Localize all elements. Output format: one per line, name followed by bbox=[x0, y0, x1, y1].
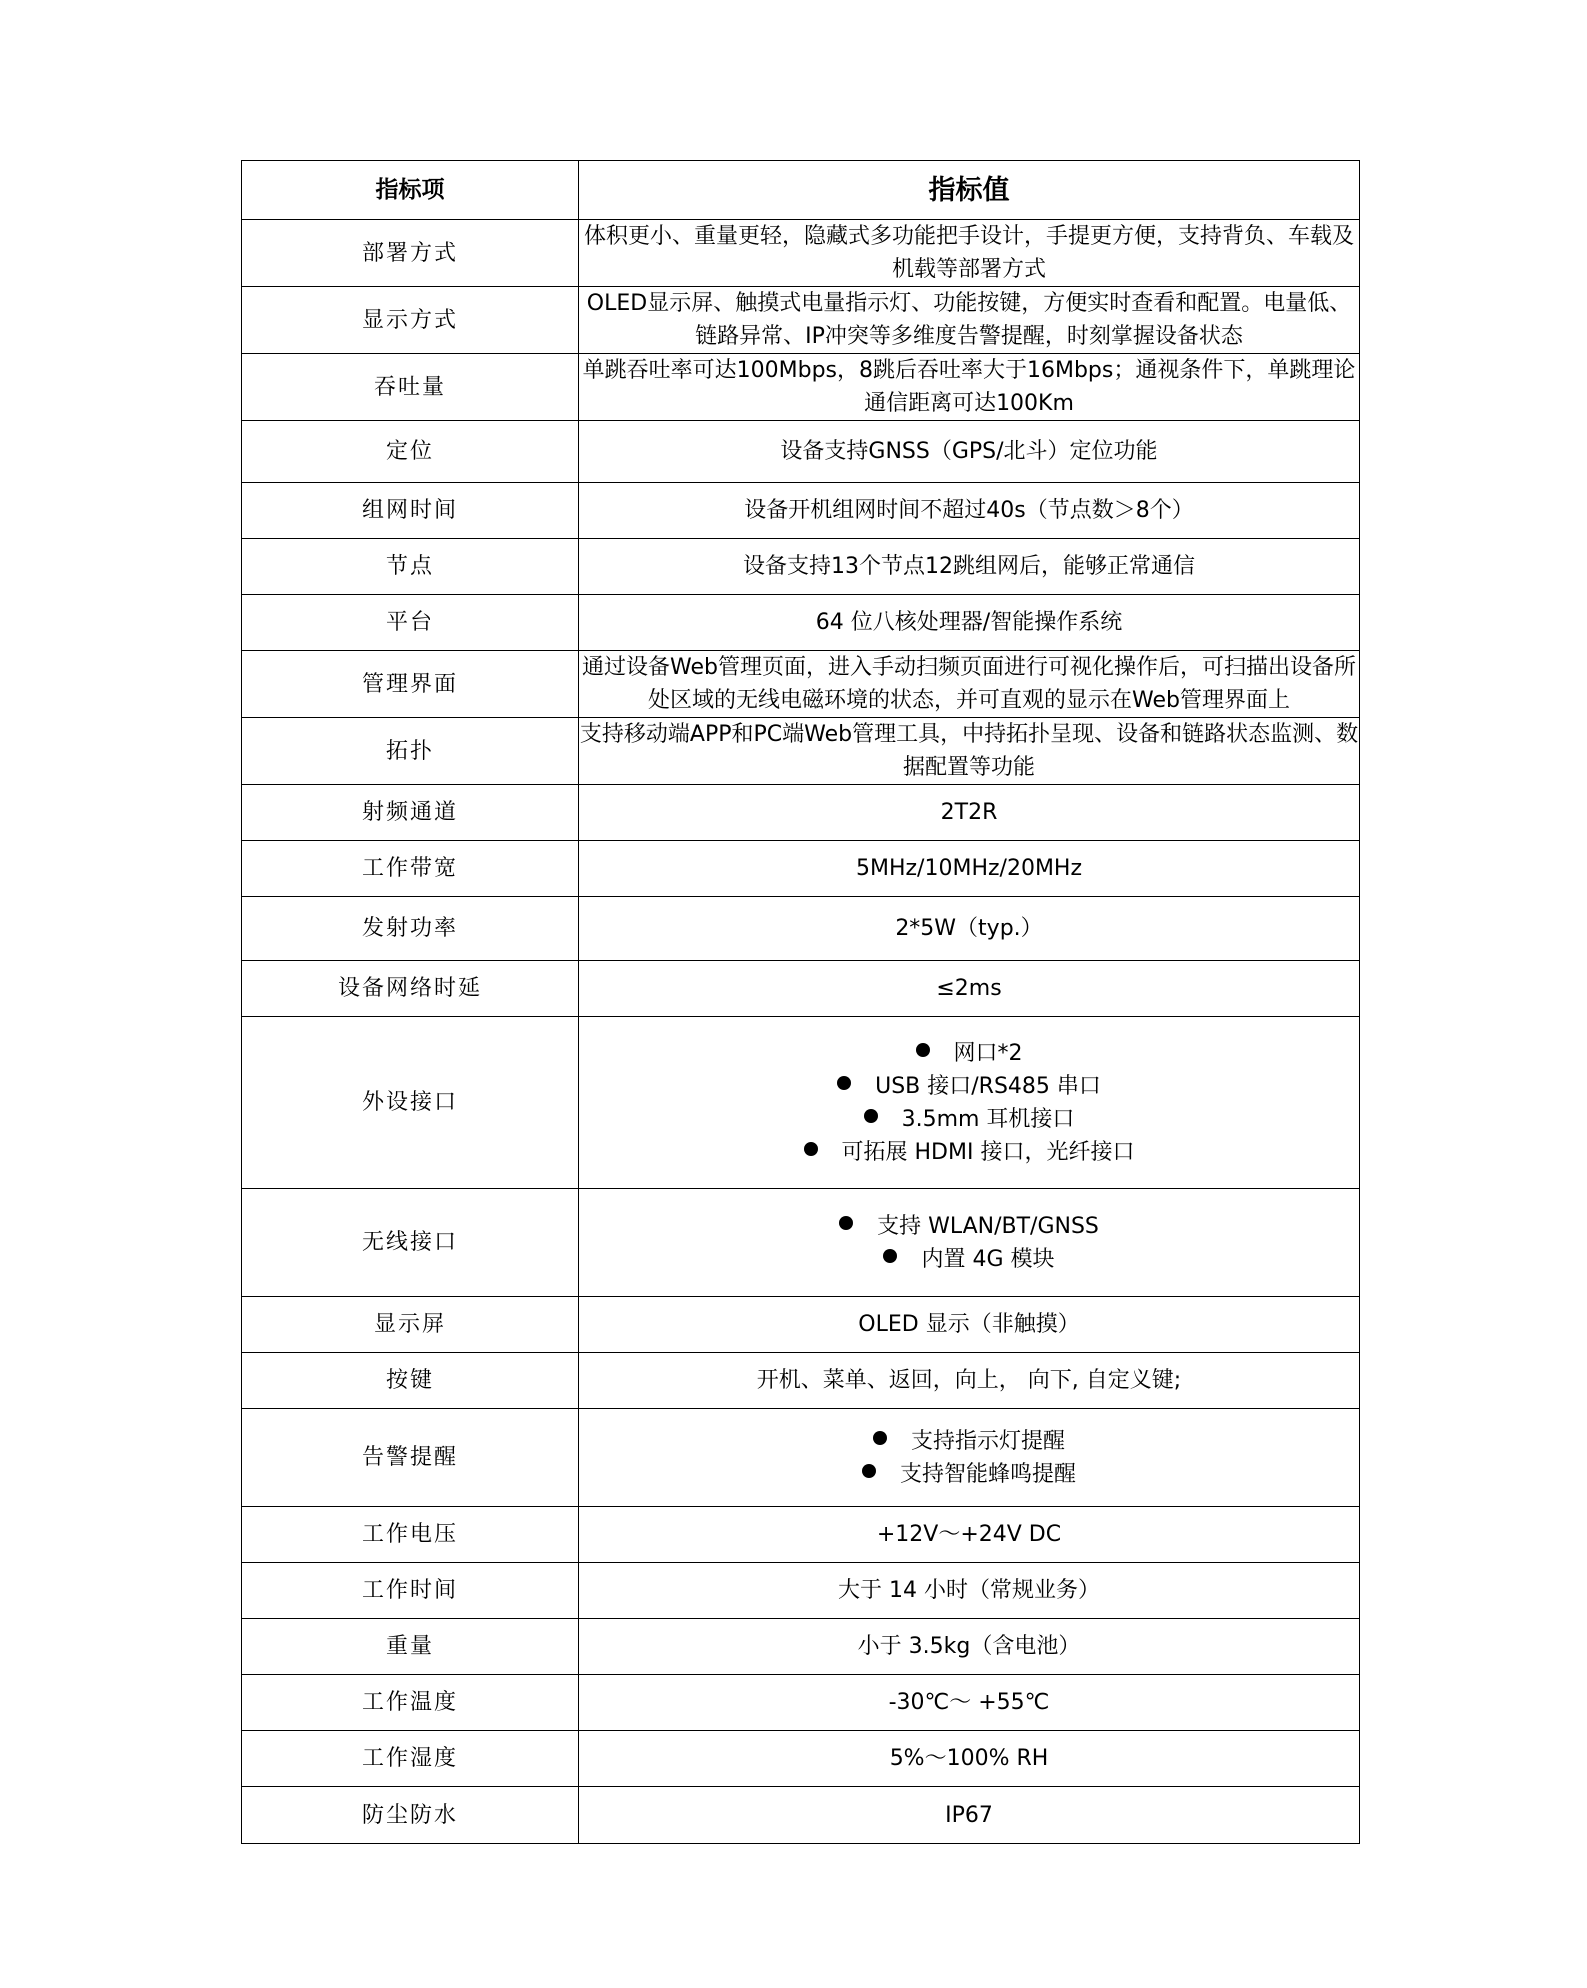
row-item: 拓扑 bbox=[242, 718, 579, 785]
bullet-icon bbox=[804, 1142, 818, 1156]
row-item: 工作湿度 bbox=[242, 1731, 579, 1787]
row-value: 大于 14 小时（常规业务） bbox=[579, 1563, 1360, 1619]
row-value: 设备支持GNSS（GPS/北斗）定位功能 bbox=[579, 421, 1360, 483]
row-item: 发射功率 bbox=[242, 897, 579, 961]
table-row bbox=[242, 651, 1360, 718]
row-value: 开机、菜单、返回，向上， 向下, 自定义键; bbox=[579, 1353, 1360, 1409]
table-row bbox=[242, 421, 1360, 483]
table-row bbox=[242, 718, 1360, 785]
bullet-item bbox=[579, 1103, 1359, 1136]
row-item: 组网时间 bbox=[242, 483, 579, 539]
row-item: 设备网络时延 bbox=[242, 961, 579, 1017]
table-row bbox=[242, 841, 1360, 897]
bullet-text: 内置 4G 模块 bbox=[921, 1246, 1055, 1272]
row-value: 支持移动端APP和PC端Web管理工具，中持拓扑呈现、设备和链路状态监测、数据配置等功能 bbox=[579, 718, 1360, 785]
bullet-item bbox=[579, 1037, 1359, 1070]
table-row bbox=[242, 1675, 1360, 1731]
bullet-icon bbox=[864, 1109, 878, 1123]
row-item: 管理界面 bbox=[242, 651, 579, 718]
bullet-item bbox=[579, 1136, 1359, 1169]
table-row bbox=[242, 897, 1360, 961]
bullet-text: 支持智能蜂鸣提醒 bbox=[899, 1461, 1076, 1487]
bullet-icon bbox=[916, 1043, 930, 1057]
row-item: 告警提醒 bbox=[242, 1409, 579, 1507]
table-row bbox=[242, 1409, 1360, 1507]
header-value: 指标值 bbox=[579, 161, 1360, 220]
table-row bbox=[242, 1353, 1360, 1409]
row-value: OLED 显示（非触摸） bbox=[579, 1297, 1360, 1353]
row-item: 工作带宽 bbox=[242, 841, 579, 897]
row-item: 按键 bbox=[242, 1353, 579, 1409]
spec-table bbox=[241, 160, 1360, 1844]
bullet-text: 支持指示灯提醒 bbox=[910, 1428, 1065, 1454]
row-item: 部署方式 bbox=[242, 220, 579, 287]
row-value: 体积更小、重量更轻，隐藏式多功能把手设计，手提更方便，支持背负、车载及机载等部署方式 bbox=[579, 220, 1360, 287]
header-item: 指标项 bbox=[242, 161, 579, 220]
table-row bbox=[242, 595, 1360, 651]
table-row bbox=[242, 1017, 1360, 1189]
bullet-icon bbox=[873, 1431, 887, 1445]
table-row bbox=[242, 785, 1360, 841]
table-row bbox=[242, 354, 1360, 421]
row-item: 吞吐量 bbox=[242, 354, 579, 421]
row-item: 外设接口 bbox=[242, 1017, 579, 1189]
bullet-icon bbox=[883, 1249, 897, 1263]
row-value: 64 位八核处理器/智能操作系统 bbox=[579, 595, 1360, 651]
row-value: 通过设备Web管理页面，进入手动扫频页面进行可视化操作后，可扫描出设备所处区域的无线电磁环境的状态，并可直观的显示在Web管理界面上 bbox=[579, 651, 1360, 718]
row-value: 设备开机组网时间不超过40s（节点数＞8个） bbox=[579, 483, 1360, 539]
bullet-icon bbox=[837, 1076, 851, 1090]
row-value: +12V～+24V DC bbox=[579, 1507, 1360, 1563]
table-row bbox=[242, 220, 1360, 287]
row-item: 显示屏 bbox=[242, 1297, 579, 1353]
row-value: 2*5W（typ.） bbox=[579, 897, 1360, 961]
bullet-item bbox=[579, 1458, 1359, 1491]
table-row bbox=[242, 1507, 1360, 1563]
bullet-text: 3.5mm 耳机接口 bbox=[901, 1106, 1075, 1132]
row-value: 5MHz/10MHz/20MHz bbox=[579, 841, 1360, 897]
table-row bbox=[242, 1189, 1360, 1297]
bullet-item bbox=[579, 1243, 1359, 1276]
row-item: 防尘防水 bbox=[242, 1787, 579, 1844]
row-item: 工作电压 bbox=[242, 1507, 579, 1563]
row-value: 小于 3.5kg（含电池） bbox=[579, 1619, 1360, 1675]
bullet-icon bbox=[839, 1216, 853, 1230]
bullet-item bbox=[579, 1210, 1359, 1243]
row-item: 射频通道 bbox=[242, 785, 579, 841]
bullet-item bbox=[579, 1425, 1359, 1458]
bullet-text: 网口*2 bbox=[953, 1040, 1023, 1066]
bullet-item bbox=[579, 1070, 1359, 1103]
table-row bbox=[242, 961, 1360, 1017]
row-item: 节点 bbox=[242, 539, 579, 595]
table-row bbox=[242, 1731, 1360, 1787]
table-header-row bbox=[242, 161, 1360, 220]
table-row bbox=[242, 483, 1360, 539]
table-row bbox=[242, 287, 1360, 354]
row-value: 5%～100% RH bbox=[579, 1731, 1360, 1787]
bullet-text: USB 接口/RS485 串口 bbox=[875, 1073, 1101, 1099]
row-value: OLED显示屏、触摸式电量指示灯、功能按键，方便实时查看和配置。电量低、链路异常、IP冲突等多维度告警提醒，时刻掌握设备状态 bbox=[579, 287, 1360, 354]
row-item: 平台 bbox=[242, 595, 579, 651]
table-row bbox=[242, 1563, 1360, 1619]
row-item: 定位 bbox=[242, 421, 579, 483]
bullet-icon bbox=[862, 1464, 876, 1478]
row-value: ≤2ms bbox=[579, 961, 1360, 1017]
row-value: 2T2R bbox=[579, 785, 1360, 841]
table-row bbox=[242, 1297, 1360, 1353]
row-item: 工作温度 bbox=[242, 1675, 579, 1731]
row-value-bullets bbox=[579, 1409, 1360, 1507]
row-item: 工作时间 bbox=[242, 1563, 579, 1619]
table-row bbox=[242, 1619, 1360, 1675]
row-item: 重量 bbox=[242, 1619, 579, 1675]
row-value: 设备支持13个节点12跳组网后，能够正常通信 bbox=[579, 539, 1360, 595]
row-value: -30℃～ +55℃ bbox=[579, 1675, 1360, 1731]
row-item: 无线接口 bbox=[242, 1189, 579, 1297]
bullet-text: 可拓展 HDMI 接口，光纤接口 bbox=[841, 1139, 1135, 1165]
row-value: IP67 bbox=[579, 1787, 1360, 1844]
table-row bbox=[242, 539, 1360, 595]
row-value-bullets bbox=[579, 1189, 1360, 1297]
table-row bbox=[242, 1787, 1360, 1844]
row-value-bullets bbox=[579, 1017, 1360, 1189]
row-value: 单跳吞吐率可达100Mbps，8跳后吞吐率大于16Mbps；通视条件下，单跳理论通信距离可达100Km bbox=[579, 354, 1360, 421]
bullet-text: 支持 WLAN/BT/GNSS bbox=[877, 1213, 1099, 1239]
row-item: 显示方式 bbox=[242, 287, 579, 354]
